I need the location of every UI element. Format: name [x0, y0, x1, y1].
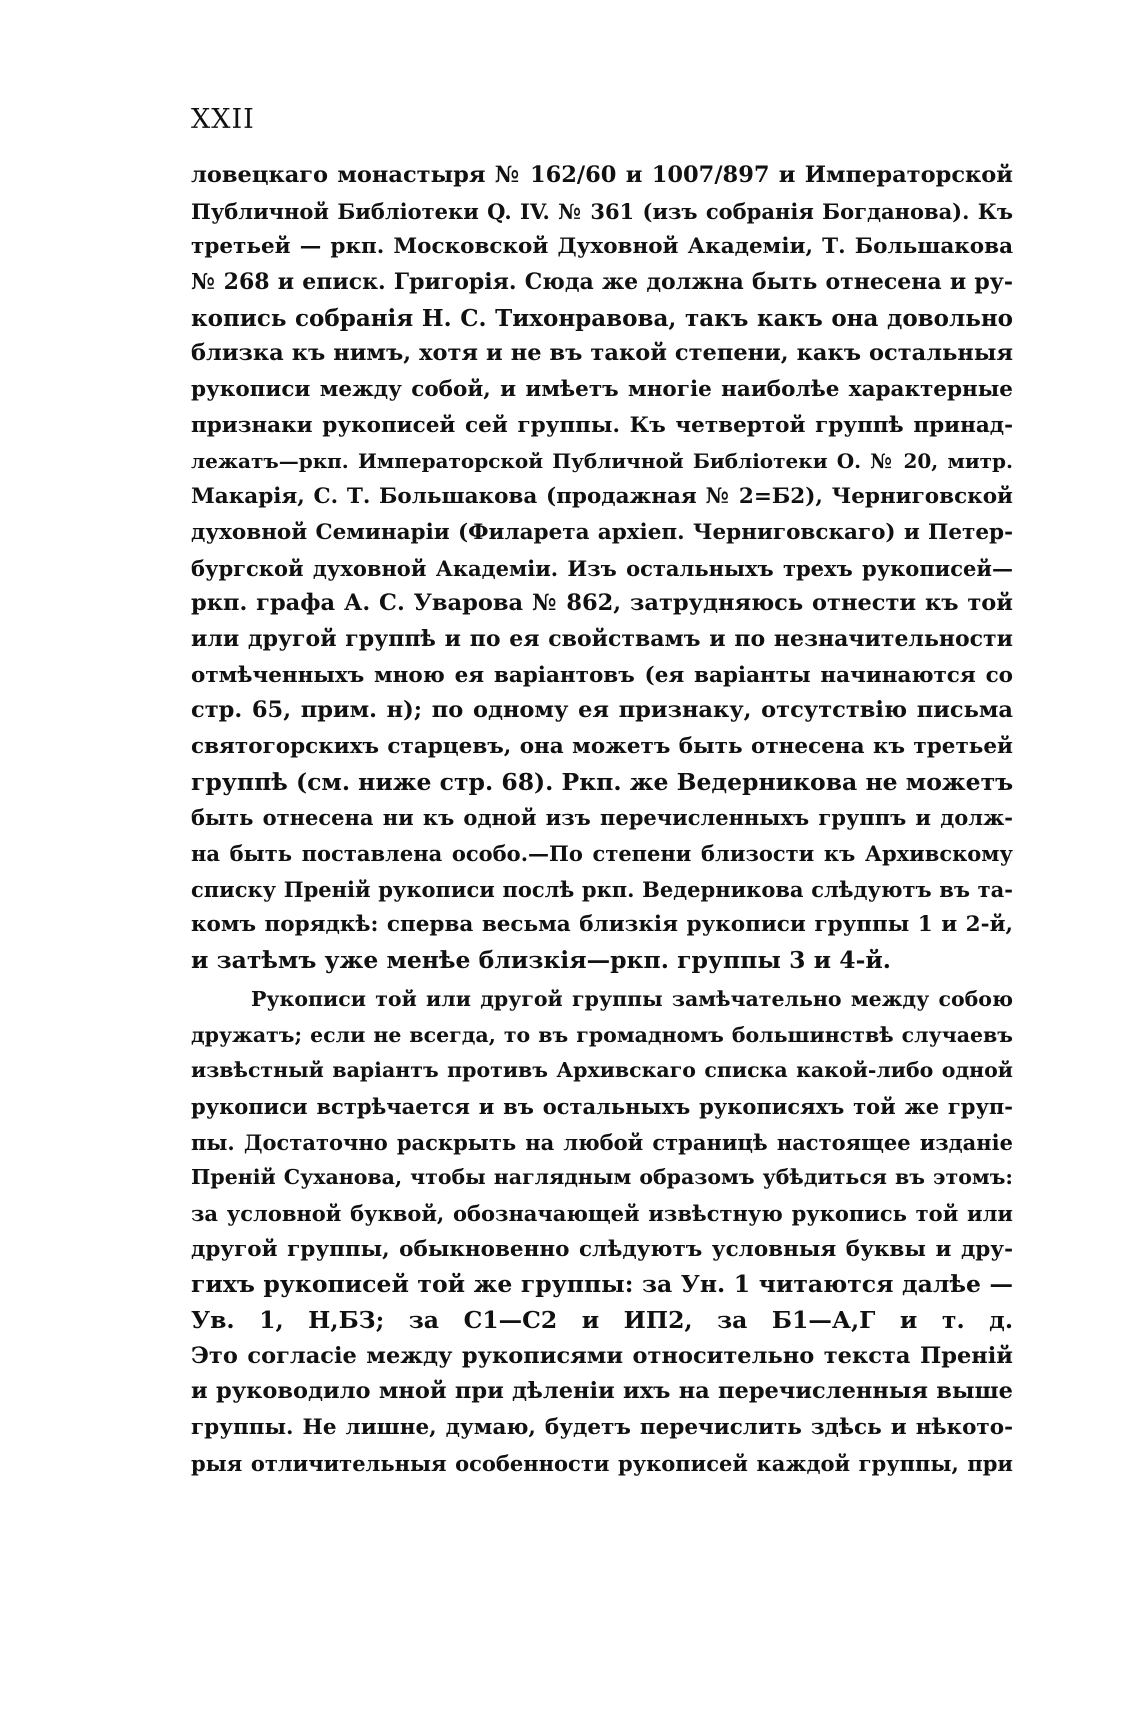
text-line: копись собранія Н. С. Тихонравова, такъ какъ она довольно — [191, 304, 1013, 332]
text-line: близка къ нимъ, хотя и не въ такой степени, какъ остальныя — [191, 340, 1013, 367]
text-line: рукописи встрѣчается и въ остальныхъ рукописяхъ той же груп- — [191, 1093, 1013, 1119]
text-line: гихъ рукописей той же группы: за Ун. 1 читаются далѣе — — [191, 1270, 1013, 1299]
text-line: ловецкаго монастыря № 162/60 и 1007/897 и Императорской — [191, 162, 1013, 188]
text-line: Преній Суханова, чтобы наглядным образомъ убѣдиться въ этомъ: — [191, 1165, 1013, 1190]
text-line: № 268 и еписк. Григорія. Сюда же должна быть отнесена и ру- — [191, 269, 1013, 296]
text-line: и затѣмъ уже менѣе близкія—ркп. группы 3 и 4-й. — [191, 946, 891, 975]
text-line: признаки рукописей сей группы. Къ четвертой группѣ принад- — [191, 412, 1013, 438]
text-line: Макарія, С. Т. Большакова (продажная № 2=Б2), Черниговской — [191, 484, 1013, 510]
text-line: духовной Семинаріи (Филарета архіеп. Черниговскаго) и Петер- — [191, 519, 1013, 545]
text-line: и руководило мной при дѣленіи ихъ на перечисленныя выше — [191, 1378, 1013, 1405]
text-line: рукописи между собой, и имѣетъ многіе наиболѣе характерные — [191, 377, 1013, 403]
text-line: бургской духовной Академіи. Изъ остальныхъ трехъ рукописей— — [191, 555, 1013, 581]
text-line: ркп. графа А. С. Уварова № 862, затрудняюсь отнести къ той — [191, 590, 1013, 617]
paragraph-1 — [191, 158, 1013, 979]
text-line: святогорскихъ старцевъ, она можетъ быть отнесена къ третьей — [191, 734, 1013, 759]
text-line: Публичной Библіотеки Q. IV. № 361 (изъ собранія Богданова). Къ — [191, 198, 1013, 224]
text-line: комъ порядкѣ: сперва весьма близкія рукописи группы 1 и 2-й, — [191, 912, 1013, 938]
text-line: лежатъ—ркп. Императорской Публичной Библіотеки О. № 20, митр. — [191, 448, 1013, 473]
text-line: третьей — ркп. Московской Духовной Академіи, Т. Большакова — [191, 234, 1013, 260]
text-line: группы. Не лишне, думаю, будетъ перечислить здѣсь и нѣкото- — [191, 1415, 1013, 1441]
text-line: быть отнесена ни къ одной изъ перечисленныхъ группъ и долж- — [191, 805, 1013, 831]
text-line: пы. Достаточно раскрыть на любой страницѣ настоящее изданіе — [191, 1129, 1013, 1155]
text-line: Ув. 1, Н,БЗ; за С1—С2 и ИП2, за Б1—А,Г и т. д. — [191, 1306, 1013, 1334]
text-line: на быть поставлена особо.—По степени близости къ Архивскому — [191, 841, 1013, 867]
text-line: группѣ (см. ниже стр. 68). Ркп. же Ведерникова не можетъ — [191, 767, 1014, 796]
paragraph-2 — [191, 982, 1013, 1482]
text-line: за условной буквой, обозначающей извѣстную рукопись той или — [191, 1200, 1013, 1226]
text-line: Рукописи той или другой группы замѣчательно между собою — [251, 986, 1013, 1011]
text-line: извѣстный варіантъ противъ Архивскаго списка какой-либо одной — [191, 1058, 1013, 1083]
text-line: другой группы, обыкновенно слѣдуютъ условныя буквы и дру- — [191, 1236, 1013, 1262]
text-line: списку Преній рукописи послѣ ркп. Ведерникова слѣдуютъ въ та- — [191, 876, 1013, 902]
text-line: рыя отличительныя особенности рукописей каждой группы, при — [191, 1450, 1013, 1476]
text-line: отмѣченныхъ мною ея варіантовъ (ея варіанты начинаются со — [191, 662, 1013, 688]
text-line: дружатъ; если не всегда, то въ громадномъ большинствѣ случаевъ — [191, 1022, 1013, 1047]
text-line: или другой группѣ и по ея свойствамъ и по незначительности — [191, 625, 1013, 652]
page-number: XXII — [191, 104, 255, 135]
text-line: Это согласіе между рукописями относительно текста Преній — [191, 1342, 1013, 1369]
body-text — [191, 158, 1013, 1481]
text-line: стр. 65, прим. н); по одному ея признаку, отсутствію письма — [191, 697, 1013, 724]
